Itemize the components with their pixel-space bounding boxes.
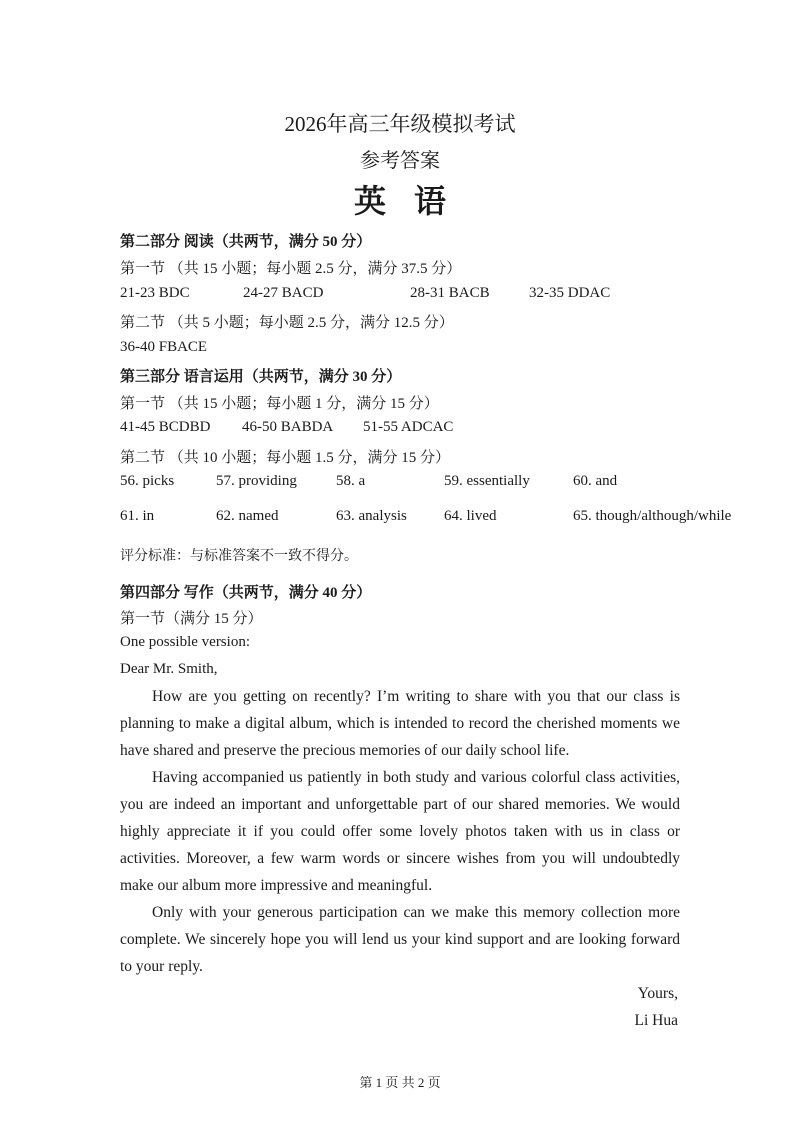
letter-closing: Yours, (637, 985, 678, 1002)
fill-answer: 64. lived (444, 508, 497, 524)
fill-answer: 57. providing (216, 473, 297, 489)
fill-answer: 63. analysis (336, 508, 407, 524)
answer-group: 41-45 BCDBD (120, 419, 211, 435)
part2-sec1-heading: 第一节 （共 15 小题；每小题 2.5 分，满分 37.5 分） (120, 261, 462, 277)
fill-answer: 58. a (336, 473, 366, 489)
answer-group: 21-23 BDC (120, 285, 190, 301)
fill-answer: 65. though/although/while (573, 508, 732, 524)
letter-paragraph: Having accompanied us patiently in both study and various colorful class activities, you are indeed an important and unforgettable part of our shared memories. We would highly appreciate it if you could offer some lovely photos taken with us in class or activities. Moreover, a few warm words or sincere wishes from you will undoubtedly make our album more impressive and meaningful. (120, 769, 680, 894)
answer-group: 24-27 BACD (243, 285, 324, 301)
answer-group: 46-50 BABDA (242, 419, 334, 435)
answer-group: 36-40 FBACE (120, 339, 208, 355)
fill-answer: 61. in (120, 508, 155, 524)
subject-title: 英语 (353, 183, 474, 219)
part4-sec1-heading: 第一节（满分 15 分） (120, 611, 263, 627)
scoring-criteria: 评分标准：与标准答案不一致不得分。 (120, 548, 358, 564)
answer-group: 51-55 ADCAC (363, 419, 454, 435)
exam-title: 2026年高三年级模拟考试 (284, 112, 516, 136)
part2-heading: 第二部分 阅读（共两节，满分 50 分） (120, 234, 372, 250)
part3-sec1-heading: 第一节 （共 15 小题；每小题 1 分，满分 15 分） (120, 396, 439, 412)
fill-answer: 59. essentially (444, 473, 530, 489)
version-label: One possible version: (120, 634, 250, 650)
part3-sec2-heading: 第二节 （共 10 小题；每小题 1.5 分，满分 15 分） (120, 450, 451, 466)
part4-heading: 第四部分 写作（共两节，满分 40 分） (120, 585, 372, 601)
answer-group: 28-31 BACB (410, 285, 490, 301)
fill-answer: 60. and (573, 473, 618, 489)
fill-answer: 56. picks (120, 473, 175, 489)
part3-heading: 第三部分 语言运用（共两节，满分 30 分） (120, 369, 402, 385)
exam-subtitle: 参考答案 (360, 150, 440, 172)
letter-paragraph: How are you getting on recently? I’m writing to share with you that our class is planning to make a digital album, which is intended to record the cherished moments we have shared and preserve the precious memories of our daily school life. (120, 688, 680, 759)
fill-answer: 62. named (216, 508, 279, 524)
answer-group: 32-35 DDAC (529, 285, 611, 301)
part2-sec2-heading: 第二节 （共 5 小题；每小题 2.5 分，满分 12.5 分） (120, 315, 454, 331)
letter-paragraph: Only with your generous participation can we make this memory collection more complete. We sincerely hope you will lend us your kind support and are looking forward to your reply. (120, 904, 680, 975)
page-number: 第 1 页 共 2 页 (359, 1075, 441, 1090)
letter-greeting: Dear Mr. Smith, (120, 661, 218, 677)
letter-signature: Li Hua (634, 1012, 678, 1029)
